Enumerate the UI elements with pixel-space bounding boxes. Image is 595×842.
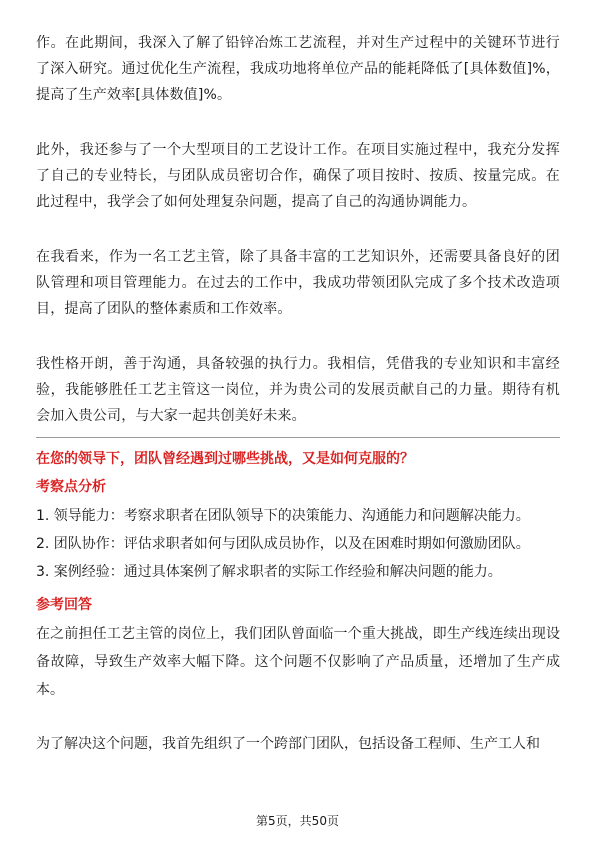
section-divider <box>36 437 560 438</box>
reference-paragraph-2: 为了解决这个问题，我首先组织了一个跨部门团队，包括设备工程师、生产工人和 <box>36 736 540 752</box>
analysis-item-2: 2. 团队协作：评估求职者如何与团队成员协作，以及在困难时期如何激励团队。 <box>36 536 530 552</box>
body-paragraph-3: 在我看来，作为一名工艺主管，除了具备丰富的工艺知识外，还需要具备良好的团队管理和项目管理能力。在过去的工作中，我成功带领团队完成了多个技术改造项目，提高了团队的整体素质和工作效率。 <box>36 249 560 317</box>
reference-paragraph-1: 在之前担任工艺主管的岗位上，我们团队曾面临一个重大挑战，即生产线连续出现设备故障，导致生产效率大幅下降。这个问题不仅影响了产品质量，还增加了生产成本。 <box>36 626 560 698</box>
analysis-list <box>36 502 560 586</box>
page-footer: 第5页，共50页 <box>256 814 339 828</box>
interview-question: 在您的领导下，团队曾经遇到过哪些挑战，又是如何克服的？ <box>36 451 414 467</box>
document-page <box>36 30 560 758</box>
analysis-heading: 考察点分析 <box>36 479 106 495</box>
body-paragraph-4: 我性格开朗，善于沟通，具备较强的执行力。我相信，凭借我的专业知识和丰富经验，我能够胜任工艺主管这一岗位，并为贵公司的发展贡献自己的力量。期待有机会加入贵公司，与大家一起共创美好未来。 <box>36 356 560 424</box>
reference-heading: 参考回答 <box>36 597 92 613</box>
body-paragraph-1: 作。在此期间，我深入了解了铅锌冶炼工艺流程，并对生产过程中的关键环节进行了深入研究。通过优化生产流程，我成功地将单位产品的能耗降低了[具体数值]%，提高了生产效率[具体数值]%。 <box>36 35 560 103</box>
body-paragraph-2: 此外，我还参与了一个大型项目的工艺设计工作。在项目实施过程中，我充分发挥了自己的专业特长，与团队成员密切合作，确保了项目按时、按质、按量完成。在此过程中，我学会了如何处理复杂问题，提高了自己的沟通协调能力。 <box>36 142 560 210</box>
analysis-item-3: 3. 案例经验：通过具体案例了解求职者的实际工作经验和解决问题的能力。 <box>36 564 502 580</box>
analysis-item-1: 1. 领导能力：考察求职者在团队领导下的决策能力、沟通能力和问题解决能力。 <box>36 508 530 524</box>
